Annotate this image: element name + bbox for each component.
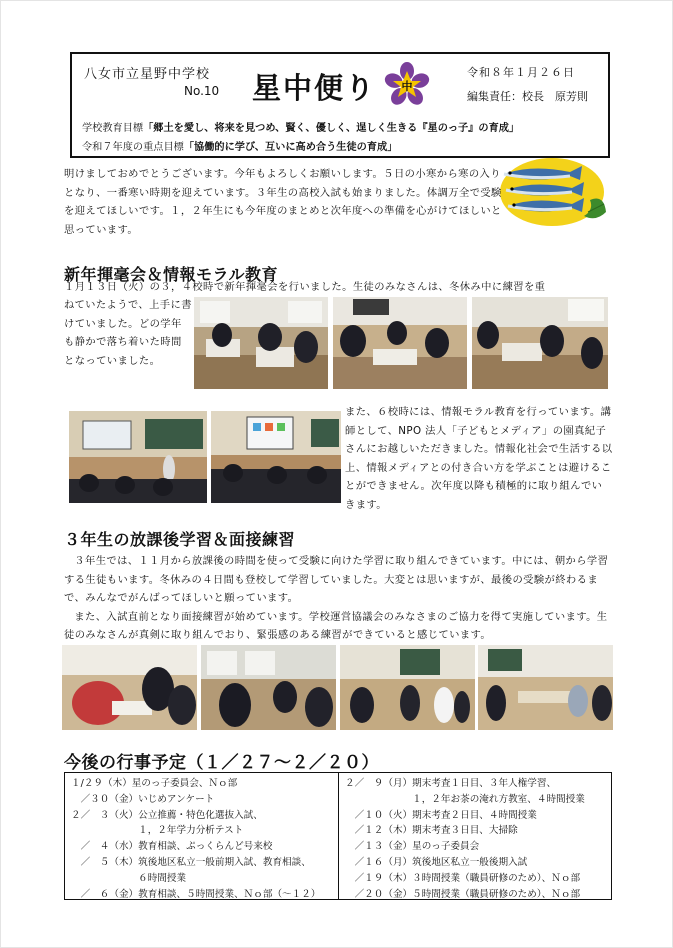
yearly-goal — [82, 138, 397, 153]
event-row: ／１２（木）期末考査３日目、大掃除 — [345, 825, 518, 837]
school-goal-text: 「郷土を愛し、将来を見つめ、賢く、優しく、逞しく生きる『星のっ子』の育成」 — [143, 123, 520, 134]
section-heading-kigoukai: 新年揮毫会＆情報モラル教育 — [64, 265, 279, 284]
events-column-left — [71, 776, 333, 902]
event-row: １，２年学力分析テスト — [71, 825, 244, 837]
sardine-illustration-icon — [492, 150, 612, 230]
events-column-right — [345, 776, 607, 902]
event-row: ／ ６（金）教育相談、５時間授業、Ｎｏ部（～１２） — [71, 888, 321, 900]
school-emblem-icon — [384, 62, 430, 108]
newsletter-header — [70, 52, 610, 158]
section-heading-year3: ３年生の放課後学習＆面接練習 — [64, 530, 296, 549]
event-row: ／１９（木）３時間授業（職員研修のため）、Ｎｏ部 — [345, 872, 581, 884]
section1-text-line2: ねていたようで、上手に書けていました。どの学年も静かで落ち着いた時間となっていました。 — [64, 299, 192, 367]
school-goal — [82, 119, 519, 134]
section1-text-line3: また、６校時には、情報モラル教育を行っています。講師として、NPO 法人「子どもとメディア」の園真紀子さんにお越しいただきました。情報化社会で生活する以上、情報メディアとの付き合い方を学ぶことは避けることができません。次年度以降も積極的に取り組んでいきます。 — [345, 406, 613, 511]
event-row: ／２０（金）５時間授業（職員研修のため）、Ｎｏ部 — [345, 888, 581, 900]
event-row: １/２９（木）星のっ子委員会、Ｎｏ部 — [71, 778, 238, 789]
event-row: ２／ ３（火）公立推薦・特色化選抜入試、 — [71, 809, 263, 821]
events-heading: 今後の行事予定（１／２７～２／２０） — [64, 753, 379, 773]
yearly-goal-label: 令和７年度の重点目標 — [82, 142, 184, 153]
yearly-goal-text: 「協働的に学び、互いに高め合う生徒の育成」 — [183, 142, 398, 153]
event-row: １，２年お茶の淹れ方教室、４時間授業 — [345, 793, 585, 805]
intro-paragraph: 明けましておめでとうございます。今年もよろしくお願いします。５日の小寒から寒の入りとなり、一番寒い時期を迎えています。３年生の高校入試も始まりました。体調万全で受験を迎えてほしいです。１，２年生にも今年度のまとめと次年度への準備を心がけてほしいと思っています。 — [64, 168, 502, 236]
emblem-character: 中 — [401, 80, 413, 93]
event-row: ／ ５（木）筑後地区私立一般前期入試、教育相談、 — [71, 856, 311, 868]
school-goal-label: 学校教育目標 — [82, 123, 144, 134]
event-row: ／１０（火）期末考査２日目、４時間授業 — [345, 809, 537, 821]
section2-text — [64, 552, 614, 645]
event-row: ／１６（月）筑後地区私立一般後期入試 — [345, 856, 528, 868]
section1-text-line1: １月１３日（火）の３，４校時で新年揮毫会を行いました。生徒のみなさんは、冬休み中に練習を重 — [64, 281, 546, 293]
events-divider — [338, 773, 339, 899]
event-row: ２／ ９（月）期末考査１日目、３年人権学習、 — [345, 778, 557, 789]
calligraphy-photo-2 — [333, 297, 467, 389]
event-row: ／３０（金）いじめアンケート — [71, 793, 215, 805]
info-moral-photo-1 — [69, 411, 207, 503]
event-row: ６時間授業 — [71, 872, 187, 884]
editor-line: 編集責任：校長 原芳則 — [467, 90, 588, 103]
study-photo-2 — [201, 645, 336, 730]
newsletter-title: 星中便り — [252, 71, 377, 105]
calligraphy-photo-1 — [194, 297, 328, 389]
event-row: ／ ４（水）教育相談、ぷっくらんど号来校 — [71, 841, 273, 853]
issue-date: 令和８年１月２６日 — [467, 66, 575, 79]
event-row: ／１３（金）星のっ子委員会 — [345, 841, 480, 853]
issue-number: No.10 — [184, 84, 220, 98]
info-moral-photo-2 — [211, 411, 341, 503]
interview-photo-2 — [478, 645, 613, 730]
school-name: 八女市立星野中学校 — [84, 67, 211, 82]
events-table — [64, 772, 612, 900]
study-photo-1 — [62, 645, 197, 730]
section2-paragraph-2: また、入試直前となり面接練習が始めています。学校運営協議会のみなさまのご協力を得て実施しています。生徒のみなさんが真剣に取り組んでおり、緊張感のある練習ができていると感じています。 — [64, 610, 608, 642]
section2-paragraph-1: ３年生では、１１月から放課後の時間を使って受験に向けた学習に取り組んできています。中には、朝から学習する生徒もいます。冬休みの４日間も登校して学習していました。大変とは思いますが、最後の受験が終わるまで、みんなでがんばってほしいと願っています。 — [64, 555, 609, 605]
interview-photo-1 — [340, 645, 475, 730]
calligraphy-photo-3 — [472, 297, 608, 389]
